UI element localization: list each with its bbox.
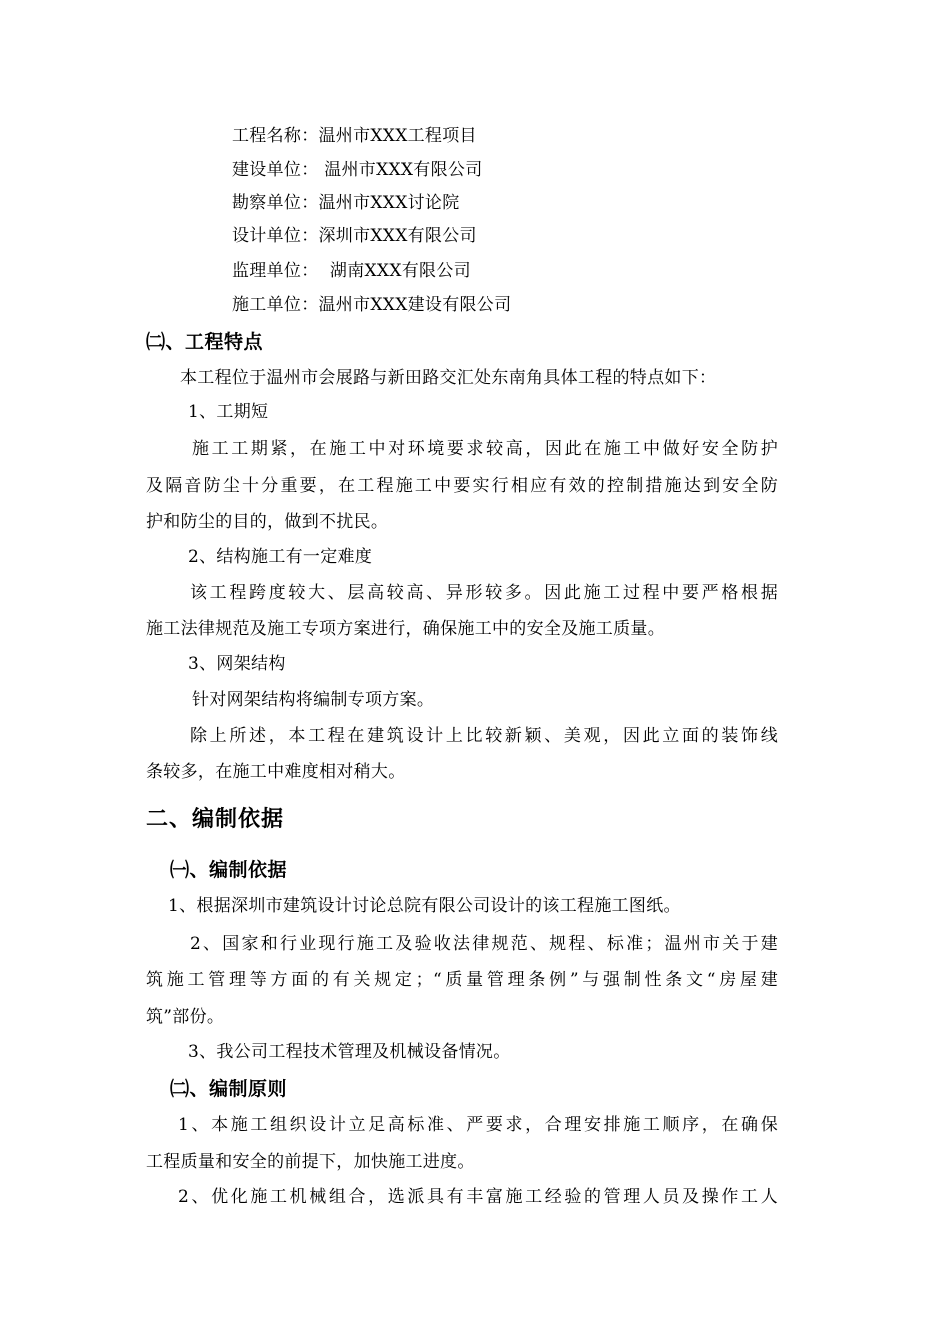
info-value: 温州市XXX讨论院 [318, 193, 460, 213]
feature-2-title: 2、结构施工有一定难度 [188, 547, 373, 567]
info-label: 施工单位： [232, 295, 319, 315]
info-project-name [232, 125, 477, 147]
summary-text-line: 除上所述，本工程在建筑设计上比较新颖、美观，因此立面的装饰线 [190, 726, 778, 746]
info-design-unit [232, 225, 477, 247]
feature-3-title: 3、网架结构 [188, 654, 286, 674]
info-value: 温州市XXX有限公司 [318, 160, 483, 180]
feature-1-text-line: 护和防尘的目的，做到不扰民。 [146, 512, 389, 532]
basis-item-3: 3、我公司工程技术管理及机械设备情况。 [188, 1042, 511, 1062]
info-label: 监理单位： [232, 261, 319, 281]
info-value: 温州市XXX工程项目 [318, 126, 477, 146]
info-survey-unit [232, 192, 460, 214]
features-intro: 本工程位于温州市会展路与新田路交汇处东南角具体工程的特点如下： [180, 368, 717, 388]
info-value: 温州市XXX建设有限公司 [318, 295, 512, 315]
info-label: 工程名称： [232, 126, 319, 146]
principle-item-1-line: 1、本施工组织设计立足高标准、严要求，合理安排施工顺序，在确保 [178, 1115, 778, 1135]
heading-compilation-basis: 二、编制依据 [146, 807, 285, 832]
summary-text-line: 条较多，在施工中难度相对稍大。 [146, 762, 406, 782]
info-value: 深圳市XXX有限公司 [318, 226, 477, 246]
principle-item-1-line: 工程质量和安全的前提下，加快施工进度。 [146, 1152, 475, 1172]
heading-basis-sub1: ㈠、编制依据 [170, 859, 288, 881]
basis-item-1: 1、根据深圳市建筑设计讨论总院有限公司设计的该工程施工图纸。 [168, 896, 681, 916]
info-contractor-unit [232, 294, 511, 316]
principle-item-2-line: 2、优化施工机械组合，选派具有丰富施工经验的管理人员及操作工人 [178, 1187, 778, 1207]
info-label: 设计单位： [232, 226, 319, 246]
info-value: 湖南XXX有限公司 [318, 261, 471, 281]
feature-2-text-line: 该工程跨度较大、层高较高、异形较多。因此施工过程中要严格根据 [190, 583, 778, 603]
heading-project-features: ㈡、工程特点 [146, 331, 264, 353]
feature-3-text-line: 针对网架结构将编制专项方案。 [192, 690, 435, 710]
feature-1-title: 1、工期短 [188, 402, 269, 422]
basis-item-2-line: 筑”部份。 [146, 1007, 225, 1027]
feature-1-text-line: 施工工期紧，在施工中对环境要求较高，因此在施工中做好安全防护 [192, 439, 778, 459]
feature-1-text-line: 及隔音防尘十分重要，在工程施工中要实行相应有效的控制措施达到安全防 [146, 476, 778, 496]
basis-item-2-line: 筑施工管理等方面的有关规定；“质量管理条例”与强制性条文“房屋建 [146, 970, 778, 990]
basis-item-2-line: 2、国家和行业现行施工及验收法律规范、规程、标准；温州市关于建 [190, 934, 778, 954]
info-label: 勘察单位： [232, 193, 319, 213]
info-label: 建设单位： [232, 160, 319, 180]
heading-basis-sub2: ㈡、编制原则 [170, 1078, 288, 1100]
info-construction-unit [232, 159, 483, 181]
feature-2-text-line: 施工法律规范及施工专项方案进行，确保施工中的安全及施工质量。 [146, 619, 665, 639]
info-supervision-unit [232, 260, 471, 282]
